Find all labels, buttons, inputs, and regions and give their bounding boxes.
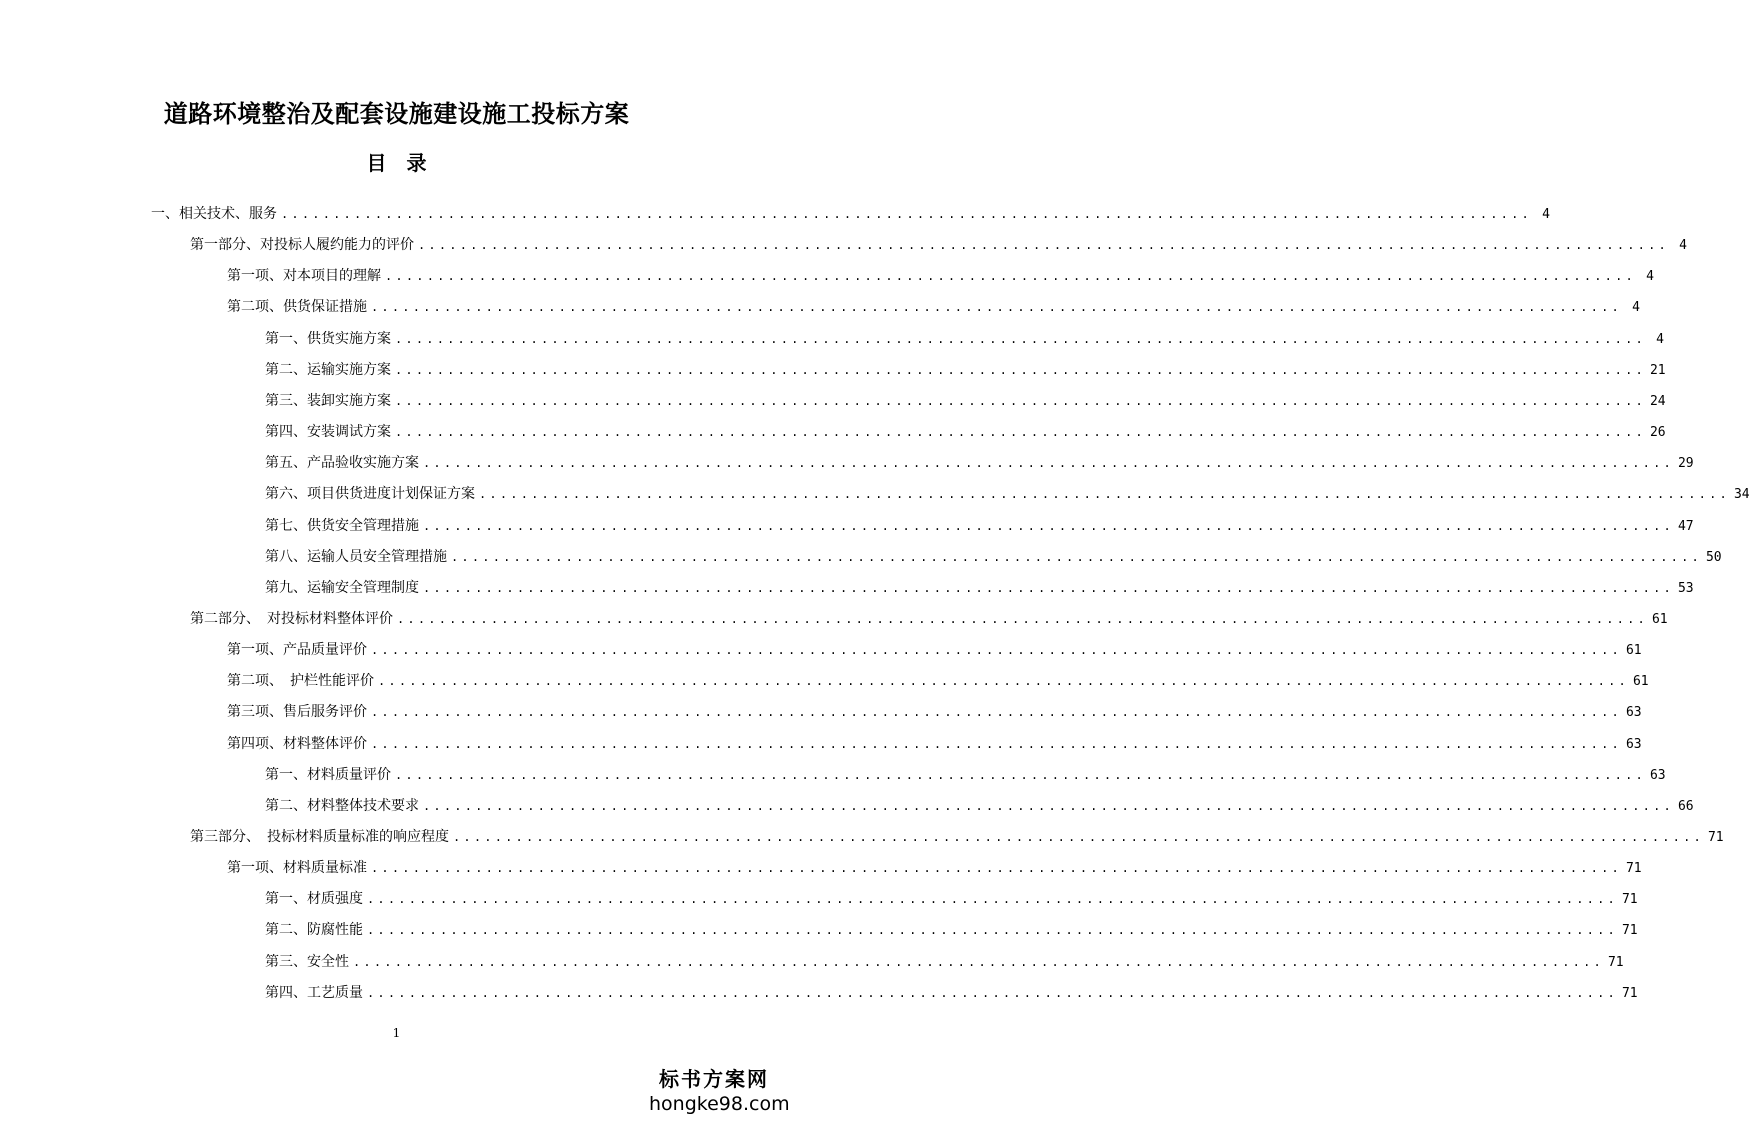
toc-entry-page: 50 [1705,549,1722,565]
toc-entry-label: 第二项、 护栏性能评价 [227,673,374,690]
toc-dot-leader: ........................................................................................................................ [395,767,1646,782]
toc-dot-leader: ........................................................................................................................ [451,549,1702,564]
toc-entry[interactable] [265,417,1666,448]
toc-entry[interactable] [227,292,1640,323]
toc-dot-leader: ........................................................................................................................ [367,923,1618,938]
toc-entry[interactable] [265,915,1638,946]
toc-entry-page: 26 [1649,425,1666,441]
toc-entry-label: 第三、装卸实施方案 [265,392,391,409]
toc-entry-page: 4 [1542,207,1550,222]
page-number: 1 [392,1026,401,1040]
toc-entry-label: 第一项、材料质量标准 [227,860,367,877]
toc-entry-page: 29 [1677,456,1694,472]
toc-dot-leader: ........................................................................................................................ [371,705,1622,720]
toc-entry-label: 第一项、对本项目的理解 [227,268,381,285]
toc-entry[interactable] [227,697,1642,728]
toc-dot-leader: ........................................................................................................................ [423,798,1674,813]
toc-entry-label: 一、相关技术、服务 [151,206,277,222]
toc-entry[interactable] [227,853,1642,884]
toc-entry-page: 71 [1607,954,1624,970]
toc-entry-page: 21 [1649,362,1666,378]
toc-dot-leader: ........................................................................................................................ [397,611,1648,626]
toc-entry[interactable] [265,448,1694,479]
toc-dot-leader: ........................................................................................................................ [371,736,1622,751]
toc-entry[interactable] [265,511,1694,542]
toc-entry-page: 66 [1677,798,1694,814]
watermark [649,1066,790,1116]
toc-entry[interactable] [265,791,1694,822]
toc-entry-label: 第九、运输安全管理制度 [265,579,419,596]
toc-entry-page: 71 [1621,985,1638,1001]
toc-dot-leader: ........................................................................................................................ [479,487,1730,502]
toc-entry-page: 63 [1625,736,1642,752]
toc-dot-leader: ........................................................................................................................ [367,892,1618,907]
toc-entry-label: 第二、防腐性能 [265,922,363,939]
toc-entry-label: 第二项、供货保证措施 [227,299,367,316]
toc-entry-page: 4 [1656,331,1664,347]
toc-entry[interactable] [190,822,1724,853]
toc-entry-page: 61 [1632,674,1649,690]
toc-entry-label: 第二部分、 对投标材料整体评价 [190,610,393,627]
toc-entry-label: 第七、供货安全管理措施 [265,517,419,534]
toc-entry-page: 71 [1621,923,1638,939]
toc-entry-label: 第六、项目供货进度计划保证方案 [265,486,475,503]
toc-entry[interactable] [265,947,1624,978]
toc-entry[interactable] [265,978,1638,1009]
toc-entry-label: 第三项、售后服务评价 [227,704,367,721]
toc-dot-leader: ........................................................................................................................ [423,456,1674,471]
toc-entry-page: 63 [1649,767,1666,783]
toc-entry-label: 第一部分、对投标人履约能力的评价 [190,237,414,254]
toc-entry[interactable] [265,479,1750,510]
document-title: 道路环境整治及配套设施建设施工投标方案 [163,99,630,128]
watermark-url: hongke98.com [649,1093,790,1115]
toc-entry-label: 第四、安装调试方案 [265,424,391,441]
toc-dot-leader: ........................................................................................................................ [395,393,1646,408]
toc-entry-page: 61 [1651,611,1668,627]
toc-entry-label: 第一、供货实施方案 [265,330,391,347]
toc-dot-leader: ........................................................................................................................ [281,207,1532,221]
toc-entry-label: 第三、安全性 [265,953,349,970]
toc-heading: 目 录 [366,151,427,175]
toc-entry[interactable] [227,635,1642,666]
toc-entry[interactable] [265,542,1722,573]
toc-entry[interactable] [227,729,1642,760]
toc-entry[interactable] [265,386,1666,417]
toc-entry-page: 61 [1625,643,1642,659]
toc-dot-leader: ........................................................................................................................ [423,518,1674,533]
toc-entry-page: 71 [1625,861,1642,877]
toc-dot-leader: ........................................................................................................................ [418,238,1669,253]
toc-entry[interactable] [190,230,1687,261]
toc-entry-label: 第一、材料质量评价 [265,766,391,783]
toc-entry-label: 第五、产品验收实施方案 [265,455,419,472]
toc-dot-leader: ........................................................................................................................ [453,830,1704,844]
toc-entry[interactable] [265,884,1638,915]
toc-entry-page: 24 [1649,393,1666,409]
toc-entry-page: 63 [1625,705,1642,721]
toc-entry-page: 4 [1679,238,1687,254]
toc-entry[interactable] [265,355,1666,386]
toc-dot-leader: ........................................................................................................................ [371,643,1622,658]
toc-dot-leader: ........................................................................................................................ [367,985,1618,1000]
toc-entry-label: 第四、工艺质量 [265,984,363,1001]
toc-dot-leader: ........................................................................................................................ [353,954,1604,969]
toc-dot-leader: ........................................................................................................................ [395,331,1646,346]
toc-entry-label: 第二、运输实施方案 [265,361,391,378]
toc-entry-label: 第一、材质强度 [265,891,363,908]
toc-entry[interactable] [190,604,1668,635]
toc-entry[interactable] [265,760,1666,791]
toc-entry[interactable] [265,324,1664,355]
toc-entry[interactable] [227,666,1649,697]
toc-entry[interactable] [227,261,1654,292]
toc-entry-page: 4 [1646,269,1654,285]
toc-dot-leader: ........................................................................................................................ [371,861,1622,876]
toc-dot-leader: ........................................................................................................................ [423,580,1674,595]
toc-dot-leader: ........................................................................................................................ [378,674,1629,689]
toc-entry-label: 第二、材料整体技术要求 [265,797,419,814]
toc-entry-page: 71 [1707,830,1724,845]
toc-entry-page: 4 [1632,300,1640,316]
toc-entry-page: 71 [1621,892,1638,908]
toc-dot-leader: ........................................................................................................................ [371,300,1622,315]
watermark-name: 标书方案网 [659,1067,769,1091]
toc-entry-page: 47 [1677,518,1694,534]
toc-entry-page: 53 [1677,580,1694,596]
toc-entry-label: 第三部分、 投标材料质量标准的响应程度 [190,829,449,845]
toc-entry[interactable] [265,573,1694,604]
toc-entry-label: 第四项、材料整体评价 [227,735,367,752]
toc-dot-leader: ........................................................................................................................ [395,362,1646,377]
toc-entry-label: 第八、运输人员安全管理措施 [265,548,447,565]
toc-entry[interactable] [151,199,1550,230]
toc-entry-page: 34 [1733,487,1750,503]
toc-dot-leader: ........................................................................................................................ [385,269,1636,284]
toc-entry-label: 第一项、产品质量评价 [227,642,367,659]
toc-dot-leader: ........................................................................................................................ [395,425,1646,440]
